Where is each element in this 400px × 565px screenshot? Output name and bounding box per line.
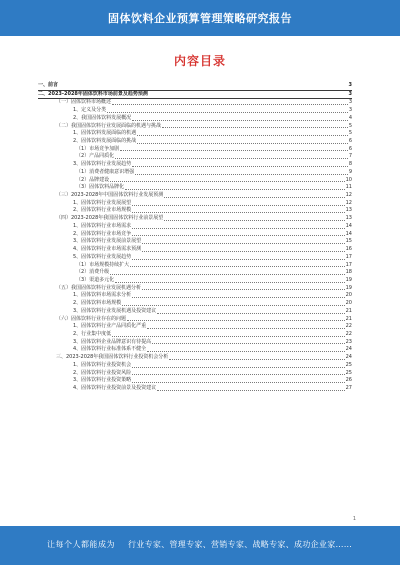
toc-entry-page: 6 xyxy=(348,138,352,145)
toc-entry-page: 15 xyxy=(345,238,352,245)
toc-entry-page: 7 xyxy=(348,153,352,160)
toc-entry[interactable] xyxy=(38,238,352,246)
toc-entry-title: 2、固体饮料行业市场规模 xyxy=(73,207,132,214)
toc-leader-dots xyxy=(115,158,348,159)
toc-leader-dots xyxy=(142,251,344,252)
toc-entry[interactable] xyxy=(38,277,352,285)
toc-leader-dots xyxy=(115,282,344,283)
toc-entry[interactable] xyxy=(38,99,352,107)
toc-leader-dots xyxy=(107,112,348,113)
toc-entry[interactable] xyxy=(38,107,352,115)
toc-entry-title: 1、固体饮料行业发展展望 xyxy=(73,199,132,206)
toc-entry-title: 一、前言 xyxy=(38,81,59,88)
toc-leader-dots xyxy=(142,289,345,290)
toc-entry-page: 12 xyxy=(345,192,352,199)
toc-entry-page: 26 xyxy=(345,377,352,384)
toc-entry-page: 27 xyxy=(345,385,352,392)
toc-leader-dots xyxy=(147,328,344,329)
toc-entry-page: 14 xyxy=(345,230,352,237)
toc-entry-title: 三、2023-2028年我国固体饮料行业投资机会分析 xyxy=(56,354,169,361)
toc-entry-page: 17 xyxy=(345,261,352,268)
toc-entry[interactable] xyxy=(38,377,352,385)
toc-entry[interactable] xyxy=(38,308,352,316)
toc-entry-page: 5 xyxy=(348,130,352,137)
toc-leader-dots xyxy=(135,174,348,175)
page-number: 1 xyxy=(352,516,356,522)
toc-entry-page: 6 xyxy=(348,145,352,152)
toc-entry-page: 25 xyxy=(345,369,352,376)
toc-entry[interactable] xyxy=(38,254,352,262)
toc-entry[interactable] xyxy=(38,331,352,339)
toc-entry-page: 11 xyxy=(345,184,352,191)
toc-entry-title: 1、固体饮料市场需求分析 xyxy=(73,292,132,299)
toc-entry-title: 1、固体饮料行业产品同质化严重 xyxy=(73,323,147,330)
toc-leader-dots xyxy=(157,313,344,314)
toc-entry-page: 3 xyxy=(348,81,352,88)
toc-entry-title: （3）渠道多元化 xyxy=(76,276,115,283)
toc-leader-dots xyxy=(132,259,344,260)
toc-entry-page: 23 xyxy=(345,338,352,345)
toc-leader-dots xyxy=(132,297,344,298)
toc-entry[interactable] xyxy=(38,215,352,223)
toc-entry-title: （三）2023-2028年中国固体饮料行业发展预测 xyxy=(56,192,164,199)
footer-slogan-right: 行业专家、管理专家、营销专家、战略专家、成功企业家…… xyxy=(128,540,353,549)
toc-leader-dots xyxy=(132,235,344,236)
toc-leader-dots xyxy=(112,104,348,105)
toc-entry-title: 2、固体饮料行业投资风险 xyxy=(73,369,132,376)
toc-leader-dots xyxy=(120,150,348,151)
toc-entry-page: 8 xyxy=(348,161,352,168)
toc-leader-dots xyxy=(137,143,348,144)
toc-entry-title: 1、固体饮料行业投资机会 xyxy=(73,361,132,368)
toc-entry-title: （四）2023-2028年我国固体饮料行业前景展望 xyxy=(56,215,164,222)
toc-leader-dots xyxy=(125,189,344,190)
toc-entry[interactable] xyxy=(38,323,352,331)
toc-entry-title: 1、固体饮料发展面临的机遇 xyxy=(73,130,137,137)
toc-entry-page: 17 xyxy=(345,253,352,260)
toc-entry-page: 20 xyxy=(345,292,352,299)
toc-leader-dots xyxy=(137,135,348,136)
toc-entry[interactable] xyxy=(38,192,352,200)
toc-leader-dots xyxy=(110,181,344,182)
table-of-contents xyxy=(38,82,352,393)
toc-entry[interactable] xyxy=(38,184,352,192)
toc-entry[interactable] xyxy=(38,169,352,177)
toc-entry-title: 2、固体饮料市场规模 xyxy=(73,300,122,307)
toc-entry[interactable] xyxy=(38,223,352,231)
toc-entry-title: （二）我国固体饮料行业发展面临的机遇与挑战 xyxy=(56,122,162,129)
toc-leader-dots xyxy=(127,320,345,321)
toc-entry-title: （3）固体饮料品牌化 xyxy=(76,184,125,191)
toc-entry-page: 24 xyxy=(345,346,352,353)
toc-entry-title: （2）产品同质化 xyxy=(76,153,115,160)
toc-entry-title: 2、行业集中度低 xyxy=(73,330,112,337)
toc-entry-title: （六）固体饮料行业存在的问题 xyxy=(56,315,127,322)
toc-leader-dots xyxy=(132,166,348,167)
document-header xyxy=(0,0,400,36)
toc-entry-page: 18 xyxy=(345,269,352,276)
toc-entry-title: （一）固体饮料市场概述 xyxy=(56,99,112,106)
toc-entry-page: 22 xyxy=(345,330,352,337)
toc-entry-title: 3、固体饮料企业品牌意识有待提高 xyxy=(73,338,152,345)
toc-leader-dots xyxy=(152,343,344,344)
toc-entry-page: 24 xyxy=(345,354,352,361)
toc-entry-page: 16 xyxy=(345,246,352,253)
toc-leader-dots xyxy=(132,374,344,375)
toc-entry[interactable] xyxy=(38,346,352,354)
toc-entry-page: 21 xyxy=(345,315,352,322)
toc-entry-title: （1）市场竞争加剧 xyxy=(76,145,120,152)
toc-leader-dots xyxy=(164,220,344,221)
footer-slogan-left: 让每个人都能成为 xyxy=(47,540,115,549)
toc-entry[interactable] xyxy=(38,82,352,91)
toc-leader-dots xyxy=(162,127,348,128)
toc-entry-page: 19 xyxy=(345,276,352,283)
toc-entry-page: 9 xyxy=(348,168,352,175)
toc-entry-page: 21 xyxy=(345,307,352,314)
toc-entry[interactable] xyxy=(38,246,352,254)
toc-leader-dots xyxy=(110,274,344,275)
toc-entry-title: 1、定义及分类 xyxy=(73,107,107,114)
toc-entry-title: 5、固体饮料行业发展趋势 xyxy=(73,253,132,260)
toc-entry-title: 2、固体饮料行业市场竞争 xyxy=(73,230,132,237)
toc-entry-page: 25 xyxy=(345,361,352,368)
toc-entry-page: 20 xyxy=(345,300,352,307)
toc-entry-title: （1）市场规模持续扩大 xyxy=(76,261,130,268)
toc-entry-title: （2）消费升级 xyxy=(76,269,110,276)
toc-leader-dots xyxy=(132,120,348,121)
toc-leader-dots xyxy=(132,205,344,206)
toc-entry-title: 2、固体饮料发展面临的挑战 xyxy=(73,138,137,145)
toc-leader-dots xyxy=(142,243,344,244)
toc-entry-title: 3、固体饮料行业发展机遇及投资建议 xyxy=(73,307,157,314)
toc-entry[interactable] xyxy=(38,269,352,277)
toc-leader-dots xyxy=(164,197,344,198)
toc-heading: 内容目录 xyxy=(173,54,226,68)
toc-entry-page: 12 xyxy=(345,199,352,206)
toc-entry[interactable] xyxy=(38,138,352,146)
toc-entry-title: （1）消费者健康意识增强 xyxy=(76,168,135,175)
toc-entry[interactable] xyxy=(38,161,352,169)
toc-entry[interactable] xyxy=(38,354,352,362)
toc-entry-page: 19 xyxy=(345,284,352,291)
toc-leader-dots xyxy=(132,228,344,229)
toc-entry-title: 4、固体饮料行业标准体系不健全 xyxy=(73,346,147,353)
toc-leader-dots xyxy=(132,212,344,213)
toc-entry-title: （2）品牌建设 xyxy=(76,176,110,183)
toc-leader-dots xyxy=(122,305,344,306)
toc-leader-dots xyxy=(132,382,344,383)
toc-entry-title: （五）我国固体饮料行业发展机遇分析 xyxy=(56,284,142,291)
toc-entry-page: 3 xyxy=(348,99,352,106)
toc-entry-title: 二、2023-2028年固体饮料市场前景及趋势预测 xyxy=(38,90,148,97)
toc-entry-page: 22 xyxy=(345,323,352,330)
toc-leader-dots xyxy=(112,336,344,337)
toc-entry-page: 3 xyxy=(348,107,352,114)
toc-entry-page: 13 xyxy=(345,215,352,222)
toc-entry[interactable] xyxy=(38,130,352,138)
toc-leader-dots xyxy=(132,367,344,368)
toc-entry-title: 2、我国固体饮料发展概况 xyxy=(73,114,132,121)
toc-entry-page: 3 xyxy=(348,90,352,97)
toc-entry-page: 4 xyxy=(348,114,352,121)
toc-entry-page: 10 xyxy=(345,176,352,183)
toc-leader-dots xyxy=(147,351,344,352)
toc-leader-dots xyxy=(130,266,344,267)
toc-entry-title: 1、固体饮料行业市场需求 xyxy=(73,222,132,229)
toc-entry[interactable] xyxy=(38,362,352,370)
toc-entry[interactable] xyxy=(38,385,352,393)
toc-entry-title: 3、固体饮料行业投资策略 xyxy=(73,377,132,384)
toc-entry-title: 3、固体饮料行业发展趋势 xyxy=(73,161,132,168)
toc-entry-page: 14 xyxy=(345,222,352,229)
toc-entry-title: 3、固体饮料行业发展前景展望 xyxy=(73,238,142,245)
toc-entry[interactable] xyxy=(38,115,352,123)
toc-entry[interactable] xyxy=(38,292,352,300)
toc-leader-dots xyxy=(157,390,344,391)
toc-entry-title: 4、固体饮料行业市场需求预测 xyxy=(73,246,142,253)
toc-entry-page: 13 xyxy=(345,207,352,214)
toc-entry-page: 5 xyxy=(348,122,352,129)
document-footer xyxy=(0,526,400,565)
toc-entry-title: 4、固体饮料行业投资前景及投资建议 xyxy=(73,385,157,392)
document-title: 固体饮料企业预算管理策略研究报告 xyxy=(108,12,292,25)
toc-leader-dots xyxy=(169,359,344,360)
toc-entry[interactable] xyxy=(38,300,352,308)
